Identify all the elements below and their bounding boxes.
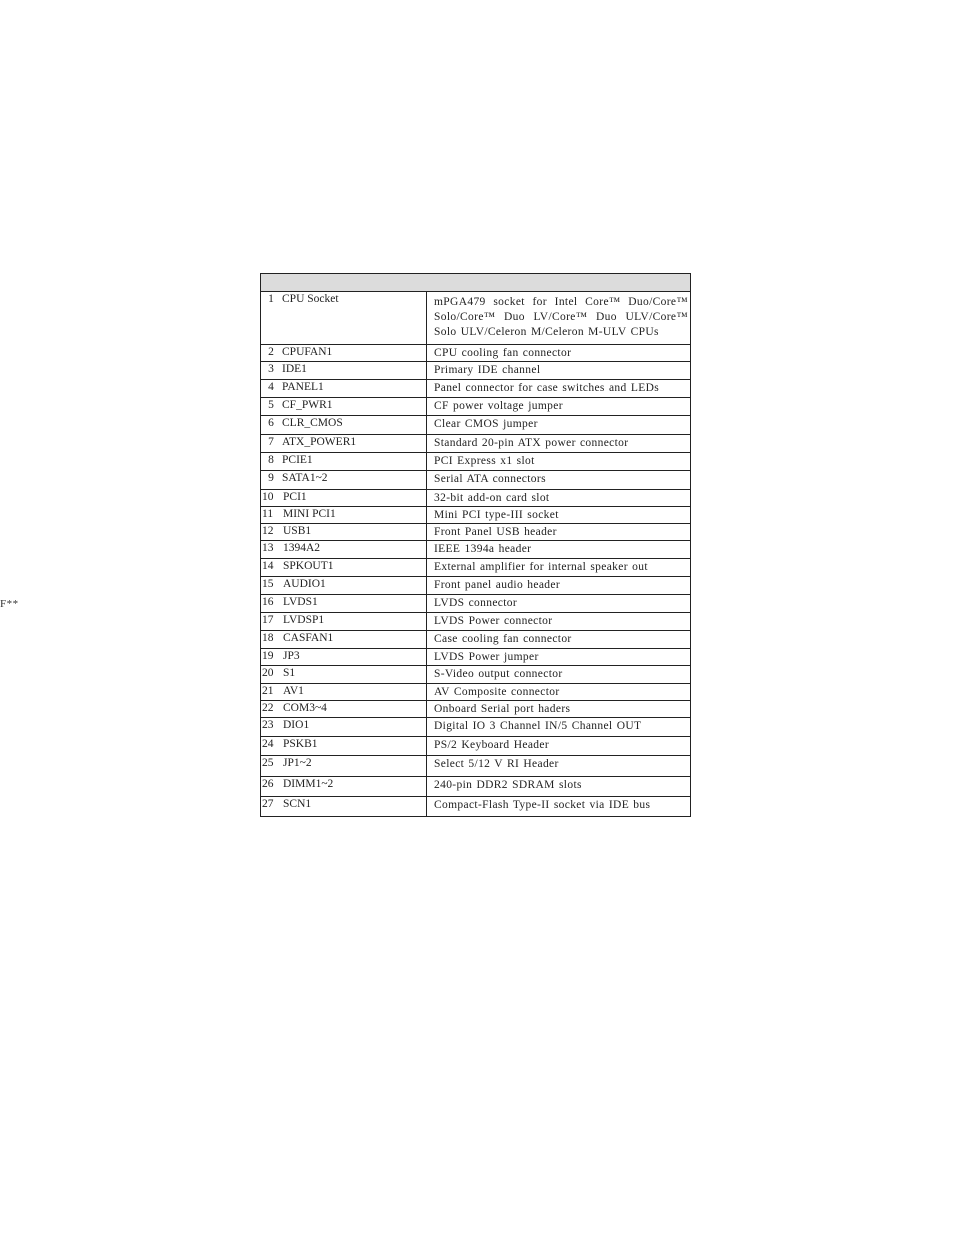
- table-row: [261, 684, 690, 701]
- row-number: 1: [268, 293, 274, 305]
- component-description: AV Composite connector: [434, 686, 560, 698]
- table-row: [261, 756, 690, 777]
- table-row: [261, 292, 690, 345]
- component-label: LVDS1: [283, 596, 318, 608]
- row-number: 24: [262, 738, 274, 750]
- table-row: [261, 524, 690, 541]
- row-number: 26: [262, 778, 274, 790]
- component-description: LVDS Power connector: [434, 615, 553, 627]
- component-cell: [261, 559, 427, 576]
- component-cell: [261, 666, 427, 683]
- row-number: 17: [262, 614, 274, 626]
- component-cell: [261, 507, 427, 523]
- row-number: 27: [262, 798, 274, 810]
- row-number: 11: [262, 508, 274, 520]
- table-row: [261, 453, 690, 471]
- component-description: Clear CMOS jumper: [434, 418, 538, 430]
- table-row: [261, 380, 690, 398]
- component-cell: [261, 595, 427, 612]
- table-row: [261, 737, 690, 756]
- component-label: CPU Socket: [282, 293, 339, 305]
- row-number: 15: [262, 578, 274, 590]
- table-row: [261, 398, 690, 416]
- component-label: JP1~2: [283, 757, 312, 769]
- table-row: [261, 541, 690, 559]
- table-row: [261, 595, 690, 613]
- component-label: SATA1~2: [282, 472, 328, 484]
- component-description: Case cooling fan connector: [434, 633, 572, 645]
- component-label: CLR_CMOS: [282, 417, 343, 429]
- row-number: 5: [268, 399, 274, 411]
- component-description: 32-bit add-on card slot: [434, 492, 550, 504]
- row-number: 14: [262, 560, 274, 572]
- row-number: 21: [262, 685, 274, 697]
- component-description: Primary IDE channel: [434, 364, 541, 376]
- component-description: CPU cooling fan connector: [434, 347, 572, 359]
- row-number: 10: [262, 491, 274, 503]
- component-description: Panel connector for case switches and LEDs: [434, 382, 660, 394]
- component-description: mPGA479 socket for Intel Core™ Duo/Core™ Solo/Core™ Duo LV/Core™ Duo ULV/Core™ Solo ULV/Celeron M/Celeron M-ULV CPUs: [434, 296, 688, 338]
- component-label: S1: [283, 667, 296, 679]
- component-label: DIO1: [283, 719, 310, 731]
- component-label: PCIE1: [282, 454, 313, 466]
- table-row: [261, 666, 690, 684]
- row-number: 7: [268, 436, 274, 448]
- component-label: CPUFAN1: [282, 346, 333, 358]
- table-row: [261, 559, 690, 577]
- component-cell: [261, 416, 427, 434]
- component-description: PCI Express x1 slot: [434, 455, 535, 467]
- table-row: [261, 701, 690, 718]
- component-label: CASFAN1: [283, 632, 334, 644]
- component-cell: [261, 797, 427, 816]
- component-description: Select 5/12 V RI Header: [434, 758, 559, 770]
- component-label: SPKOUT1: [283, 560, 334, 572]
- component-cell: [261, 524, 427, 540]
- component-cell: [261, 453, 427, 470]
- component-label: IDE1: [282, 363, 307, 375]
- row-number: 18: [262, 632, 274, 644]
- component-description: LVDS connector: [434, 597, 518, 609]
- row-number: 4: [268, 381, 274, 393]
- component-label: PANEL1: [282, 381, 324, 393]
- row-number: 12: [262, 525, 274, 537]
- component-label: DIMM1~2: [283, 778, 334, 790]
- row-number: 9: [268, 472, 274, 484]
- component-description: Serial ATA connectors: [434, 473, 546, 485]
- component-label: USB1: [283, 525, 312, 537]
- component-cell: [261, 649, 427, 665]
- table-row: [261, 435, 690, 453]
- table-row: [261, 777, 690, 797]
- component-cell: [261, 777, 427, 796]
- component-description: Front Panel USB header: [434, 526, 557, 538]
- table-row: [261, 649, 690, 666]
- component-cell: [261, 362, 427, 379]
- component-cell: [261, 380, 427, 397]
- table-row: [261, 416, 690, 435]
- component-cell: [261, 398, 427, 415]
- row-number: 2: [268, 346, 274, 358]
- table-row: [261, 577, 690, 595]
- component-label: COM3~4: [283, 702, 327, 714]
- component-cell: [261, 345, 427, 361]
- row-number: 3: [268, 363, 274, 375]
- component-table: [260, 273, 691, 817]
- component-label: AV1: [283, 685, 304, 697]
- row-number: 13: [262, 542, 274, 554]
- row-number: 20: [262, 667, 274, 679]
- component-label: PCI1: [283, 491, 307, 503]
- component-description: Mini PCI type-III socket: [434, 509, 559, 521]
- row-number: 16: [262, 596, 274, 608]
- table-row: [261, 362, 690, 380]
- component-cell: [261, 435, 427, 452]
- table-row: [261, 345, 690, 362]
- component-description: Compact-Flash Type-II socket via IDE bus: [434, 799, 651, 811]
- table-row: [261, 507, 690, 524]
- component-cell: [261, 613, 427, 630]
- component-label: ATX_POWER1: [282, 436, 357, 448]
- component-cell: [261, 292, 427, 344]
- component-description: PS/2 Keyboard Header: [434, 739, 550, 751]
- component-description: Front panel audio header: [434, 579, 561, 591]
- component-label: JP3: [283, 650, 300, 662]
- component-description: IEEE 1394a header: [434, 543, 532, 555]
- component-cell: [261, 684, 427, 700]
- stray-margin-mark: F**: [0, 598, 19, 610]
- component-description: CF power voltage jumper: [434, 400, 563, 412]
- component-description: Standard 20-pin ATX power connector: [434, 437, 629, 449]
- component-cell: [261, 718, 427, 736]
- component-label: 1394A2: [283, 542, 321, 554]
- component-description: 240-pin DDR2 SDRAM slots: [434, 779, 582, 791]
- component-label: MINI PCI1: [283, 508, 336, 520]
- component-cell: [261, 471, 427, 489]
- table-row: [261, 490, 690, 507]
- component-cell: [261, 490, 427, 506]
- component-description: Digital IO 3 Channel IN/5 Channel OUT: [434, 720, 642, 732]
- component-cell: [261, 631, 427, 648]
- row-number: 25: [262, 757, 274, 769]
- row-number: 22: [262, 702, 274, 714]
- component-description: Onboard Serial port haders: [434, 703, 571, 715]
- component-label: AUDIO1: [283, 578, 326, 590]
- table-row: [261, 613, 690, 631]
- component-description: External amplifier for internal speaker out: [434, 561, 648, 573]
- component-label: LVDSP1: [283, 614, 325, 626]
- component-cell: [261, 541, 427, 558]
- row-number: 6: [268, 417, 274, 429]
- table-row: [261, 631, 690, 649]
- table-row: [261, 718, 690, 737]
- component-label: CF_PWR1: [282, 399, 333, 411]
- row-number: 8: [268, 454, 274, 466]
- component-cell: [261, 756, 427, 776]
- component-cell: [261, 577, 427, 594]
- table-header-band: [261, 274, 690, 292]
- component-label: PSKB1: [283, 738, 318, 750]
- row-number: 19: [262, 650, 274, 662]
- table-row: [261, 471, 690, 490]
- component-description: LVDS Power jumper: [434, 651, 539, 663]
- component-label: SCN1: [283, 798, 312, 810]
- component-cell: [261, 737, 427, 755]
- component-description: S-Video output connector: [434, 668, 563, 680]
- row-number: 23: [262, 719, 274, 731]
- table-row: [261, 797, 690, 816]
- component-cell: [261, 701, 427, 717]
